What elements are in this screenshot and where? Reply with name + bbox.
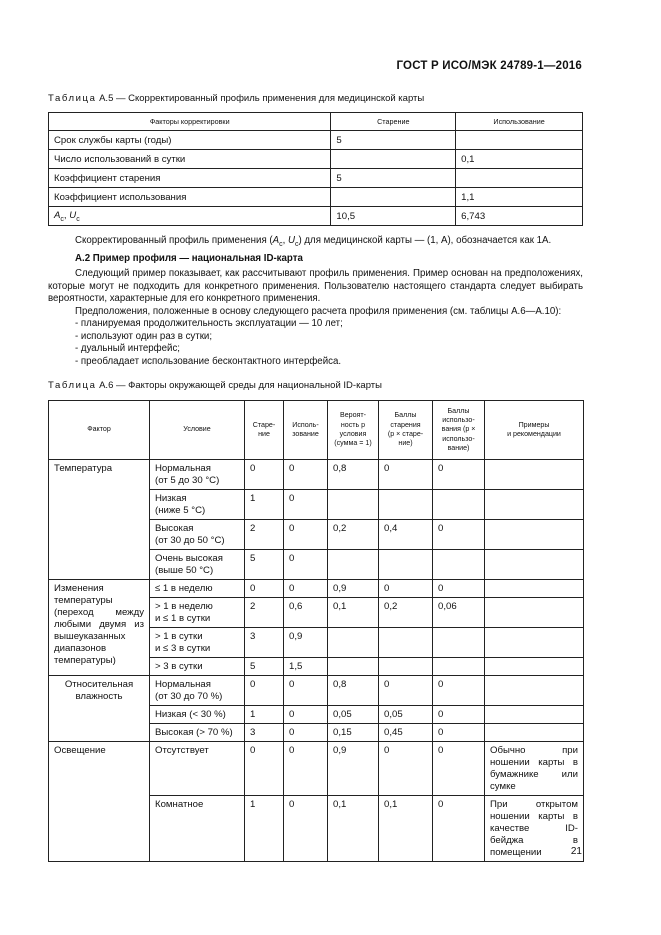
table-cell	[379, 658, 433, 676]
table-cell	[485, 460, 584, 490]
table-cell: 0,1	[379, 796, 433, 862]
table-cell	[485, 580, 584, 598]
table-cell: 0,2	[379, 598, 433, 628]
caption-text: А.5 — Скорректированный профиль применения для медицинской карты	[99, 93, 425, 104]
table-cell: 0,1	[328, 598, 379, 628]
table-cell: 0	[433, 520, 485, 550]
table-cell: > 1 в неделю и ≤ 1 в сутки	[150, 598, 245, 628]
table-cell	[379, 628, 433, 658]
table-cell: 5	[245, 550, 284, 580]
table-row	[49, 188, 583, 207]
table-cell	[328, 550, 379, 580]
column-header: Исполь- зование	[284, 401, 328, 460]
table-cell: 1	[245, 490, 284, 520]
table-cell	[433, 550, 485, 580]
table-cell	[485, 550, 584, 580]
table-cell	[485, 676, 584, 706]
table-cell: 0,9	[328, 742, 379, 796]
list-item: - преобладает использование бесконтактного интерфейса.	[75, 355, 342, 367]
table-cell: 0	[245, 580, 284, 598]
table-cell	[485, 628, 584, 658]
table-cell: 0	[433, 580, 485, 598]
table-cell: 0,9	[284, 628, 328, 658]
table-cell	[433, 658, 485, 676]
table-cell: Высокая (от 30 до 50 °С)	[150, 520, 245, 550]
caption-text: А.6 — Факторы окружающей среды для национальной ID-карты	[99, 380, 382, 391]
table-cell: Комнатное	[150, 796, 245, 862]
table-cell: Нормальная (от 30 до 70 %)	[150, 676, 245, 706]
table-cell: 1	[245, 706, 284, 724]
table-row	[49, 460, 584, 490]
table-cell	[331, 188, 456, 207]
column-header: Примеры и рекомендации	[485, 401, 584, 460]
table-a5	[48, 112, 583, 226]
table-cell: 0	[284, 550, 328, 580]
table-row	[49, 580, 584, 598]
column-header: Старение	[331, 113, 456, 131]
table-cell: Обычно при ношении карты в бумажнике или сумке	[485, 742, 584, 796]
paragraph-adjusted-profile: Скорректированный профиль применения ($A_c$, $U_c$) для медицинской карты — (1, А), обозначается как 1А.	[75, 235, 552, 248]
column-header: Условие	[150, 401, 245, 460]
table-cell	[433, 628, 485, 658]
table-cell: 0	[379, 676, 433, 706]
column-header: Вероят- ность p условия (сумма = 1)	[328, 401, 379, 460]
table-cell	[328, 490, 379, 520]
table-cell: 0	[433, 706, 485, 724]
list-item: - используют один раз в сутки;	[75, 330, 213, 342]
table-cell: 0	[284, 724, 328, 742]
factor-cell: Освещение	[49, 742, 150, 862]
table-cell: 0	[284, 676, 328, 706]
table-cell: 0	[284, 796, 328, 862]
table-cell: 0,05	[379, 706, 433, 724]
table-cell: 0	[433, 724, 485, 742]
table-cell: Отсутствует	[150, 742, 245, 796]
table-cell: 0	[284, 520, 328, 550]
table-cell: 6,743	[456, 207, 583, 226]
table-cell: 0,15	[328, 724, 379, 742]
table-row	[49, 676, 584, 706]
table-cell: Нормальная (от 5 до 30 °С)	[150, 460, 245, 490]
table-cell: 0,8	[328, 460, 379, 490]
table-row	[49, 150, 583, 169]
table-cell	[485, 598, 584, 628]
factor-cell: Относительная влажность	[49, 676, 150, 742]
table-a6-caption	[48, 380, 382, 391]
table-cell: Низкая (ниже 5 °С)	[150, 490, 245, 520]
table-cell: 0	[379, 460, 433, 490]
table-cell: 0	[284, 580, 328, 598]
table-row	[49, 131, 583, 150]
table-cell: > 1 в сутки и ≤ 3 в сутки	[150, 628, 245, 658]
table-cell: 0	[284, 706, 328, 724]
table-cell: 5	[331, 131, 456, 150]
table-cell: 0	[284, 460, 328, 490]
table-cell: Очень высокая (выше 50 °С)	[150, 550, 245, 580]
table-cell: 0,45	[379, 724, 433, 742]
table-a5-caption	[48, 93, 424, 104]
table-cell: 0,05	[328, 706, 379, 724]
table-cell: 0	[379, 580, 433, 598]
table-cell: Коэффициент использования	[49, 188, 331, 207]
table-row	[49, 742, 584, 796]
table-cell: 0	[245, 742, 284, 796]
table-cell: 0	[245, 676, 284, 706]
table-cell: 10,5	[331, 207, 456, 226]
column-header: Баллы старения (p × старе- ние)	[379, 401, 433, 460]
table-cell: 0,2	[328, 520, 379, 550]
table-cell: При открытом ношении карты в качестве ID-бейджа в помещении	[485, 796, 584, 862]
table-cell	[456, 131, 583, 150]
table-cell: Коэффициент старения	[49, 169, 331, 188]
table-cell: 0	[433, 742, 485, 796]
table-cell: Число использований в сутки	[49, 150, 331, 169]
column-header: Баллы использо- вания (p × использо- вание)	[433, 401, 485, 460]
factor-cell: Температура	[49, 460, 150, 580]
table-cell	[331, 150, 456, 169]
caption-prefix: Таблица	[48, 93, 97, 104]
caption-prefix: Таблица	[48, 380, 97, 391]
paragraph-assumptions: Предположения, положенные в основу следующего расчета профиля применения (см. таблицы А.6—А.10):	[75, 306, 562, 317]
column-header: Факторы корректировки	[49, 113, 331, 131]
column-header: Использование	[456, 113, 583, 131]
table-cell	[433, 490, 485, 520]
table-cell	[485, 490, 584, 520]
section-heading: А.2 Пример профиля — национальная ID-карта	[75, 253, 303, 264]
factor-cell: Изменения температуры (переход между любыми двумя из вышеуказанных диапазонов температуры)	[49, 580, 150, 676]
table-cell: 0	[284, 742, 328, 796]
table-cell	[328, 658, 379, 676]
table-cell	[485, 520, 584, 550]
table-row	[49, 207, 583, 226]
table-cell: 0	[284, 490, 328, 520]
table-cell: 1	[245, 796, 284, 862]
table-cell: 0,6	[284, 598, 328, 628]
table-cell: 0	[245, 460, 284, 490]
table-cell: 0,1	[456, 150, 583, 169]
table-cell	[485, 658, 584, 676]
assumption-list	[75, 318, 585, 368]
table-cell	[379, 490, 433, 520]
table-cell	[379, 550, 433, 580]
table-cell: Низкая (< 30 %)	[150, 706, 245, 724]
table-cell: 0,4	[379, 520, 433, 550]
table-cell: 3	[245, 724, 284, 742]
table-cell: Срок службы карты (годы)	[49, 131, 331, 150]
table-cell: Высокая (> 70 %)	[150, 724, 245, 742]
table-cell: ≤ 1 в неделю	[150, 580, 245, 598]
page-number: 21	[570, 846, 582, 857]
table-cell: 0,1	[328, 796, 379, 862]
table-cell	[485, 724, 584, 742]
table-cell	[456, 169, 583, 188]
table-cell: 1,5	[284, 658, 328, 676]
table-cell: 0	[379, 742, 433, 796]
table-cell: 5	[331, 169, 456, 188]
list-item: - дуальный интерфейс;	[75, 343, 180, 355]
table-cell: 2	[245, 520, 284, 550]
table-cell	[328, 628, 379, 658]
table-cell: 0	[433, 676, 485, 706]
table-row	[49, 169, 583, 188]
table-cell: $A_c$, $U_c$	[49, 207, 331, 226]
table-cell: 0	[433, 460, 485, 490]
column-header: Старе- ние	[245, 401, 284, 460]
document-header: ГОСТ Р ИСО/МЭК 24789-1—2016	[396, 60, 582, 72]
table-cell: 1,1	[456, 188, 583, 207]
column-header: Фактор	[49, 401, 150, 460]
table-cell: > 3 в сутки	[150, 658, 245, 676]
table-cell: 0	[433, 796, 485, 862]
table-cell: 0,9	[328, 580, 379, 598]
table-cell: 0,06	[433, 598, 485, 628]
table-cell: 0,8	[328, 676, 379, 706]
table-cell	[485, 706, 584, 724]
table-cell: 2	[245, 598, 284, 628]
paragraph-example: Следующий пример показывает, как рассчитывают профиль применения. Пример основан на предположениях, которые могут не подходить для конкретного применения. Пользователю настоящего стандарта следует выбирать вероятности, характерные для его конкретного применения.	[48, 268, 583, 305]
list-item: - планируемая продолжительность эксплуатации — 10 лет;	[75, 318, 343, 329]
table-a6	[48, 400, 584, 862]
table-cell: 5	[245, 658, 284, 676]
table-cell: 3	[245, 628, 284, 658]
